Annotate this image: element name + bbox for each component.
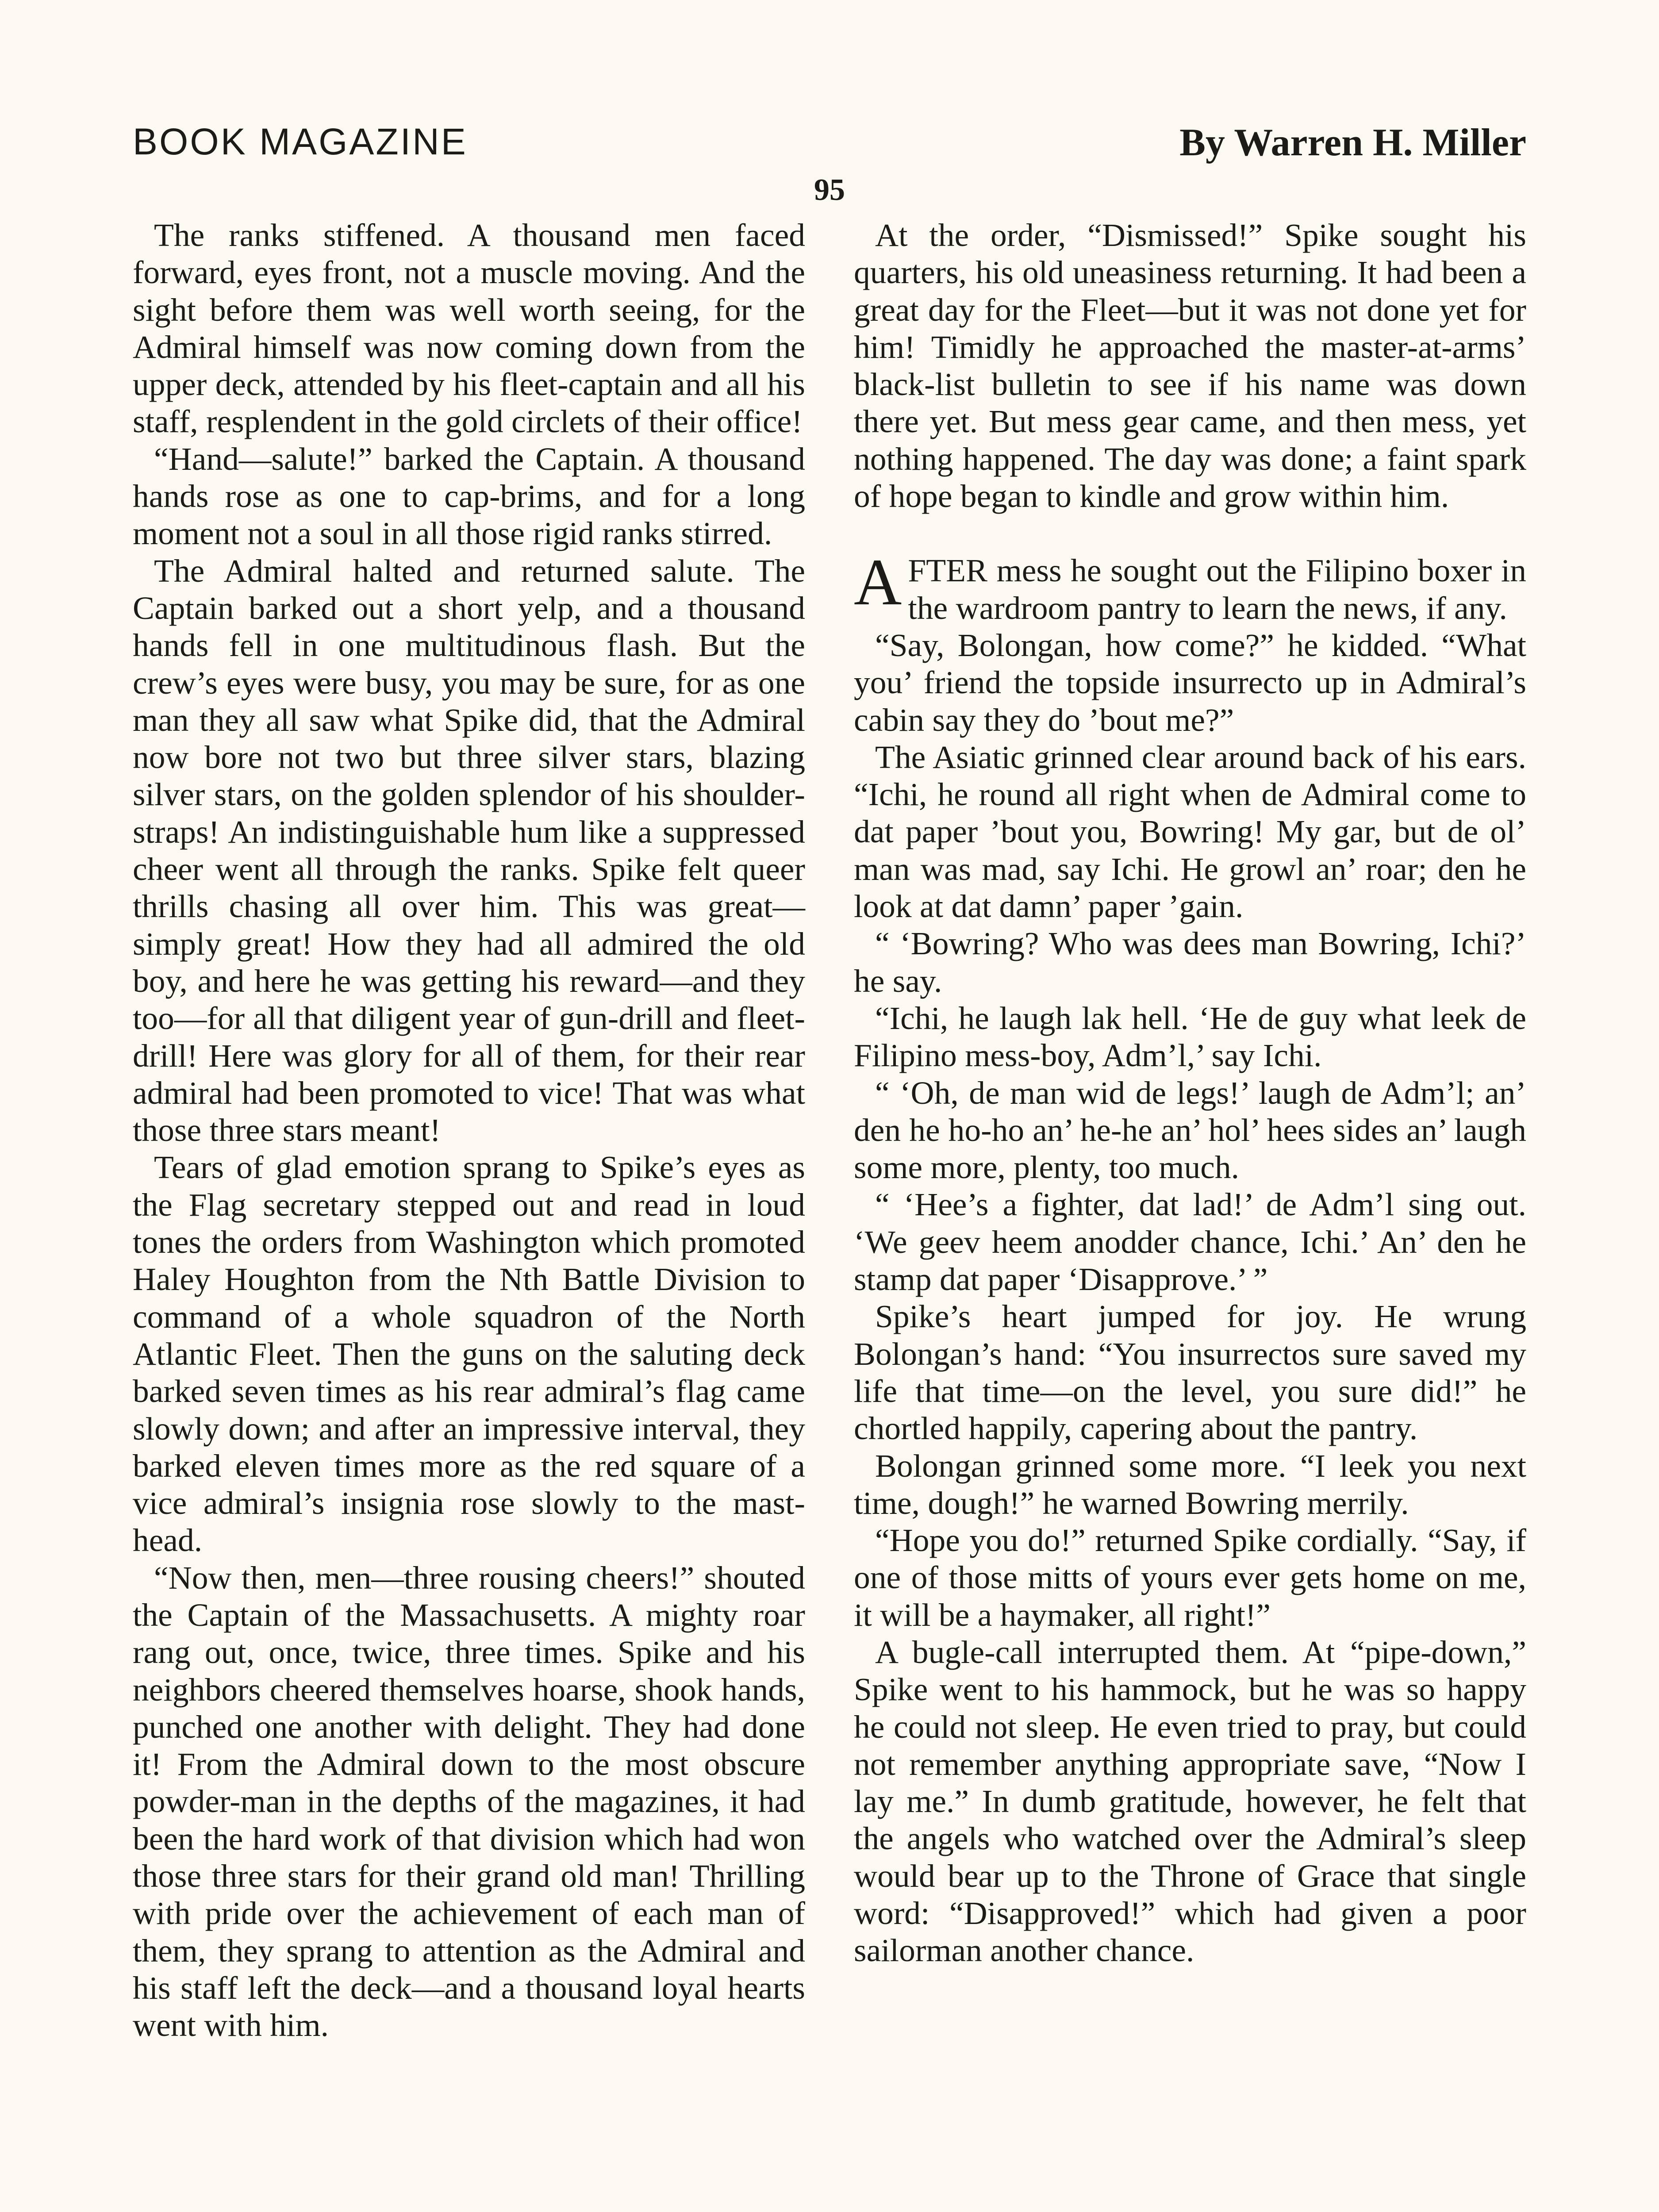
paragraph: Tears of glad emotion sprang to Spike’s eyes as the Flag secretary stepped out and read in loud tones the orders from Washington which promoted Haley Houghton from the Nth Battle Division to command of a whole squadron of the North Atlantic Fleet. Then the guns on the saluting deck barked seven times as his rear admiral’s flag came slowly down; and after an impressive interval, they barked eleven times more as the red square of a vice admiral’s insignia rose slowly to the mast-head. (133, 1149, 805, 1559)
section-start-paragraph (854, 545, 1526, 627)
paragraph: The Asiatic grinned clear around back of his ears. “Ichi, he round all right when de Admiral come to dat paper ’bout you, Bowring! My gar, but de ol’ man was mad, say Ichi. He growl an’ roar; den he look at dat damn’ paper ’gain. (854, 739, 1526, 925)
author-byline: By Warren H. Miller (1179, 121, 1526, 164)
left-text-column (133, 217, 805, 2044)
page-number: 95 (814, 173, 845, 207)
publication-title: BOOK MAGAZINE (133, 121, 468, 162)
paragraph: “Hope you do!” returned Spike cordially. “Say, if one of those mitts of yours ever gets home on me, it will be a haymaker, all right!” (854, 1522, 1526, 1633)
paragraph: Spike’s heart jumped for joy. He wrung Bolongan’s hand: “You insurrectos sure saved my life that time—on the level, you sure did!” he chortled happily, capering about the pantry. (854, 1298, 1526, 1447)
paragraph: “Hand—salute!” barked the Captain. A thousand hands rose as one to cap-brims, and for a long moment not a soul in all those rigid ranks stirred. (133, 441, 805, 552)
paragraph: At the order, “Dismissed!” Spike sought his quarters, his old uneasiness returning. It had been a great day for the Fleet—but it was not done yet for him! Timidly he approached the master-at-arms’ black-list bulletin to see if his name was down there yet. But mess gear came, and then mess, yet nothing happened. The day was done; a faint spark of hope began to kindle and grow within him. (854, 217, 1526, 515)
section-start-text: FTER mess he sought out the Filipino boxer in the wardroom pantry to learn the news, if any. (908, 553, 1526, 626)
paragraph: “Say, Bolongan, how come?” he kidded. “What you’ friend the topside insurrecto up in Admiral’s cabin say they do ’bout me?” (854, 627, 1526, 738)
paragraph: “Now then, men—three rousing cheers!” shouted the Captain of the Massachusetts. A mighty roar rang out, once, twice, three times. Spike and his neighbors cheered themselves hoarse, shook hands, punched one another with delight. They had done it! From the Admiral down to the most obscure powder-man in the depths of the magazines, it had been the hard work of that division which had won those three stars for their grand old man! Thrilling with pride over the achievement of each man of them, they sprang to attention as the Admiral and his staff left the deck—and a thousand loyal hearts went with him. (133, 1559, 805, 2043)
paragraph: “ ‘Hee’s a fighter, dat lad!’ de Adm’l sing out. ‘We geev heem anodder chance, Ichi.’ An’ den he stamp dat paper ‘Disapprove.’ ” (854, 1187, 1526, 1298)
paragraph: “ ‘Oh, de man wid de legs!’ laugh de Adm’l; an’ den he ho-ho an’ he-he an’ hol’ hees sides an’ laugh some more, plenty, too much. (854, 1075, 1526, 1186)
paragraph: A bugle-call interrupted them. At “pipe-down,” Spike went to his hammock, but he was so happy he could not sleep. He even tried to pray, but could not remember anything appropriate save, “Now I lay me.” In dumb gratitude, however, he felt that the angels who watched over the Admiral’s sleep would bear up to the Throne of Grace that single word: “Disapproved!” which had given a poor sailorman another chance. (854, 1634, 1526, 1969)
paragraph: The ranks stiffened. A thousand men faced forward, eyes front, not a muscle moving. And the sight before them was well worth seeing, for the Admiral himself was now coming down from the upper deck, attended by his fleet-captain and all his staff, resplendent in the gold circlets of their office! (133, 217, 805, 440)
paragraph: “Ichi, he laugh lak hell. ‘He de guy what leek de Filipino mess-boy, Adm’l,’ say Ichi. (854, 1000, 1526, 1074)
paragraph: “ ‘Bowring? Who was dees man Bowring, Ichi?’ he say. (854, 926, 1526, 999)
paragraph: Bolongan grinned some more. “I leek you next time, dough!” he warned Bowring merrily. (854, 1448, 1526, 1521)
right-text-column (854, 217, 1526, 1970)
paragraph: The Admiral halted and returned salute. The Captain barked out a short yelp, and a thousand hands fell in one multitudinous flash. But the crew’s eyes were busy, you may be sure, for as one man they all saw what Spike did, that the Admiral now bore not two but three silver stars, blazing silver stars, on the golden splendor of his shoulder-straps! An indistinguishable hum like a suppressed cheer went all through the ranks. Spike felt queer thrills chasing all over him. This was great—simply great! How they had all admired the old boy, and here he was getting his reward—and they too—for all that diligent year of gun-drill and fleet-drill! Here was glory for all of them, for their rear admiral had been promoted to vice! That was what those three stars meant! (133, 553, 805, 1148)
drop-cap-letter: A (854, 545, 902, 619)
